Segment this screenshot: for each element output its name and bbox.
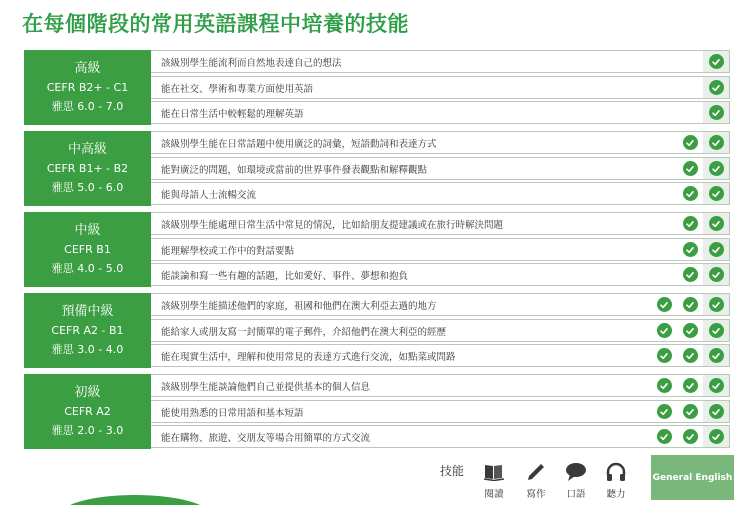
page-title: 在每個階段的常用英語課程中培養的技能 xyxy=(22,12,409,36)
legend-label: 閱讀 xyxy=(484,489,504,500)
skill-row xyxy=(151,344,730,367)
skill-text: 該級別學生能在日常話題中使用廣泛的詞彙，短語動詞和表達方式 xyxy=(161,138,437,150)
check-cell xyxy=(703,213,729,234)
check-cells xyxy=(651,375,729,396)
skill-row xyxy=(151,238,730,261)
check-cell xyxy=(703,77,729,98)
check-cell xyxy=(703,51,729,72)
check-cells xyxy=(703,102,729,123)
check-cell xyxy=(677,183,703,204)
level-cefr: CEFR B1+ - B2 xyxy=(46,162,129,175)
check-icon xyxy=(683,404,698,419)
course-tag: General English xyxy=(651,455,734,500)
check-icon xyxy=(657,404,672,419)
skill-text: 能在現實生活中，理解和使用常見的表達方式進行交流，如點菜或問路 xyxy=(161,351,456,363)
check-icon xyxy=(709,378,724,393)
skill-row xyxy=(151,425,730,448)
check-cells xyxy=(703,77,729,98)
check-icon xyxy=(683,348,698,363)
level-name: 中級 xyxy=(74,223,101,238)
skill-text: 能給家人或朋友寫一封簡單的電子郵件，介紹他們在澳大利亞的經歷 xyxy=(161,326,447,338)
legend-listening xyxy=(596,458,636,505)
check-icon xyxy=(709,267,724,282)
legend-label: 聽力 xyxy=(606,489,626,500)
check-cell xyxy=(651,375,677,396)
level-name: 預備中級 xyxy=(61,304,114,319)
level-ielts: 雅思 3.0 - 4.0 xyxy=(51,343,124,356)
check-cells xyxy=(677,264,729,285)
level-cefr: CEFR B1 xyxy=(64,243,111,256)
skill-row xyxy=(151,400,730,423)
check-icon xyxy=(657,323,672,338)
speech-bubble-icon xyxy=(556,458,596,486)
check-cell xyxy=(651,320,677,341)
check-cells xyxy=(677,158,729,179)
skill-row xyxy=(151,263,730,286)
skills-legend xyxy=(440,458,640,505)
level-cefr: CEFR A2 - B1 xyxy=(51,324,124,337)
check-icon xyxy=(709,297,724,312)
check-cell xyxy=(703,294,729,315)
skill-text: 能與母語人士流暢交流 xyxy=(161,189,257,201)
check-cell xyxy=(703,264,729,285)
skill-text: 能理解學校或工作中的對話要點 xyxy=(161,245,295,257)
skill-text: 該級別學生能談論他們自己並提供基本的個人信息 xyxy=(161,381,371,393)
check-cells xyxy=(651,294,729,315)
legend-writing xyxy=(516,458,556,505)
level-label xyxy=(24,50,151,125)
check-icon xyxy=(709,348,724,363)
skill-text: 能在日常生活中較輕鬆的理解英語 xyxy=(161,108,304,120)
check-cells xyxy=(677,132,729,153)
check-cell xyxy=(651,401,677,422)
check-icon xyxy=(657,297,672,312)
level-name: 初級 xyxy=(74,385,101,400)
check-cells xyxy=(651,320,729,341)
check-cell xyxy=(677,213,703,234)
check-cells xyxy=(651,345,729,366)
skill-text: 該級別學生能流利而自然地表達自己的想法 xyxy=(161,57,342,69)
level-block xyxy=(24,131,730,206)
pen-icon xyxy=(516,458,556,486)
check-cell xyxy=(677,320,703,341)
check-cell xyxy=(651,294,677,315)
skill-row xyxy=(151,157,730,180)
check-cell xyxy=(703,320,729,341)
check-icon xyxy=(657,429,672,444)
decorative-arc xyxy=(60,495,210,505)
skill-row xyxy=(151,182,730,205)
book-icon xyxy=(474,458,514,486)
check-cell xyxy=(651,426,677,447)
level-block xyxy=(24,293,730,368)
level-label xyxy=(24,212,151,287)
skill-text: 該級別學生能描述他們的家庭，祖國和他們在澳大利亞去過的地方 xyxy=(161,300,437,312)
check-icon xyxy=(683,323,698,338)
check-cell xyxy=(677,345,703,366)
level-block xyxy=(24,50,730,125)
level-cefr: CEFR A2 xyxy=(64,405,111,418)
skill-rows xyxy=(151,212,730,287)
check-cell xyxy=(703,102,729,123)
check-icon xyxy=(683,161,698,176)
check-cell xyxy=(677,375,703,396)
legend-speaking xyxy=(556,458,596,505)
check-icon xyxy=(709,186,724,201)
check-icon xyxy=(657,348,672,363)
check-icon xyxy=(683,429,698,444)
skill-text: 能在購物、旅遊、交朋友等場合用簡單的方式交流 xyxy=(161,432,371,444)
skill-rows xyxy=(151,131,730,206)
check-cells xyxy=(677,239,729,260)
check-icon xyxy=(683,267,698,282)
skill-row xyxy=(151,374,730,397)
check-icon xyxy=(709,404,724,419)
check-cell xyxy=(677,264,703,285)
check-icon xyxy=(683,186,698,201)
check-cells xyxy=(677,213,729,234)
skill-text: 該級別學生能處理日常生活中常見的情況，比如給朋友提建議或在旅行時解決問題 xyxy=(161,219,504,231)
check-icon xyxy=(709,323,724,338)
check-icon xyxy=(709,242,724,257)
check-cells xyxy=(651,401,729,422)
skill-row xyxy=(151,76,730,99)
skill-row xyxy=(151,50,730,73)
check-icon xyxy=(709,161,724,176)
legend-title: 技能 xyxy=(440,464,465,478)
level-block xyxy=(24,374,730,449)
headphones-icon xyxy=(596,458,636,486)
check-cell xyxy=(677,401,703,422)
check-cells xyxy=(703,51,729,72)
check-cells xyxy=(651,426,729,447)
skill-row xyxy=(151,101,730,124)
check-cell xyxy=(651,345,677,366)
level-label xyxy=(24,131,151,206)
check-cell xyxy=(703,239,729,260)
level-ielts: 雅思 6.0 - 7.0 xyxy=(51,100,124,113)
check-icon xyxy=(657,378,672,393)
check-cell xyxy=(703,401,729,422)
skill-text: 能談論和寫一些有趣的話題，比如愛好、事件、夢想和抱負 xyxy=(161,270,409,282)
check-cell xyxy=(703,158,729,179)
level-name: 中高級 xyxy=(67,142,107,157)
skill-rows xyxy=(151,293,730,368)
check-icon xyxy=(709,135,724,150)
check-icon xyxy=(683,297,698,312)
skill-rows xyxy=(151,50,730,125)
check-cell xyxy=(703,375,729,396)
check-cell xyxy=(677,239,703,260)
check-cell xyxy=(677,294,703,315)
level-ielts: 雅思 5.0 - 6.0 xyxy=(51,181,124,194)
check-icon xyxy=(709,105,724,120)
check-icon xyxy=(683,216,698,231)
skill-row xyxy=(151,131,730,154)
skill-row xyxy=(151,319,730,342)
check-cell xyxy=(703,426,729,447)
check-cell xyxy=(703,345,729,366)
legend-label: 寫作 xyxy=(526,489,546,500)
level-cefr: CEFR B2+ - C1 xyxy=(46,81,129,94)
check-icon xyxy=(683,242,698,257)
legend-reading xyxy=(474,458,514,505)
skill-rows xyxy=(151,374,730,449)
check-icon xyxy=(709,80,724,95)
skill-text: 能對廣泛的問題，如環境或當前的世界事件發表觀點和解釋觀點 xyxy=(161,164,428,176)
skill-row xyxy=(151,293,730,316)
level-label xyxy=(24,293,151,368)
level-block xyxy=(24,212,730,287)
check-cells xyxy=(677,183,729,204)
level-name: 高級 xyxy=(74,61,101,76)
skill-row xyxy=(151,212,730,235)
level-ielts: 雅思 4.0 - 5.0 xyxy=(51,262,124,275)
check-cell xyxy=(677,158,703,179)
level-label xyxy=(24,374,151,449)
level-ielts: 雅思 2.0 - 3.0 xyxy=(51,424,124,437)
check-cell xyxy=(703,132,729,153)
skill-text: 能使用熟悉的日常用語和基本短語 xyxy=(161,407,304,419)
legend-label: 口語 xyxy=(566,489,586,500)
check-cell xyxy=(703,183,729,204)
check-icon xyxy=(709,54,724,69)
check-cell xyxy=(677,426,703,447)
skill-text: 能在社交、學術和專業方面使用英語 xyxy=(161,83,314,95)
check-icon xyxy=(683,378,698,393)
check-cell xyxy=(677,132,703,153)
check-icon xyxy=(709,429,724,444)
check-icon xyxy=(683,135,698,150)
check-icon xyxy=(709,216,724,231)
